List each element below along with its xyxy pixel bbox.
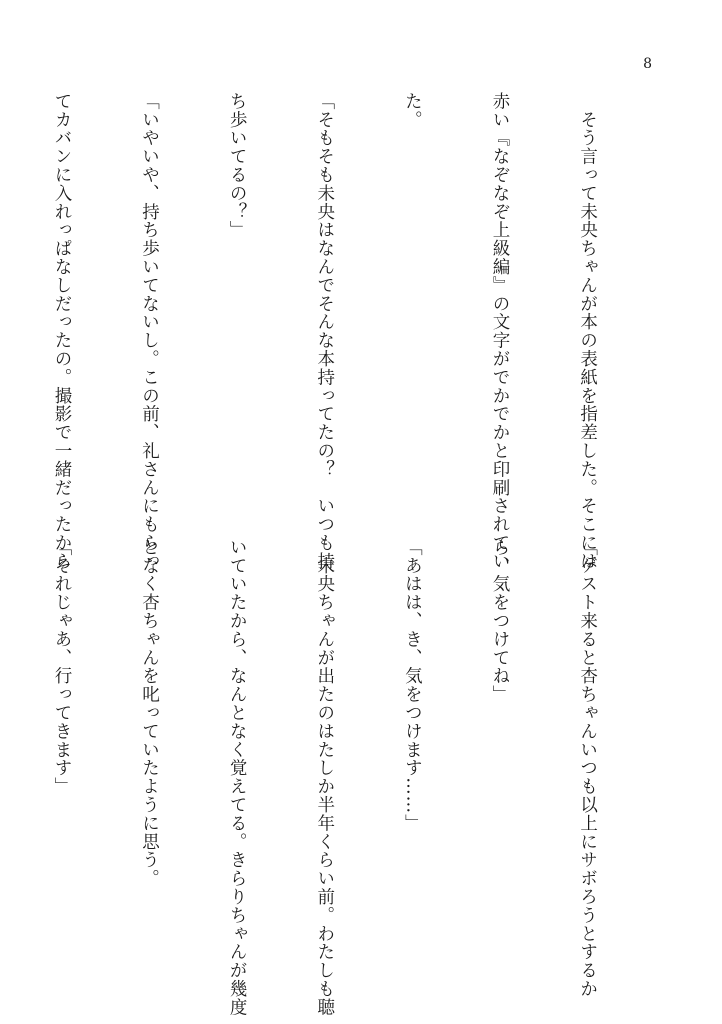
text-line: いていたから、なんとなく覚えてる。きらりちゃんが幾度 xyxy=(227,538,248,1017)
page-number: 8 xyxy=(643,56,652,72)
text-line: 「いやいや、持ち歩いてないし。この前、礼さんにもらっ xyxy=(139,92,160,571)
text-line: 未央ちゃんが出たのはたしか半年くらい前。わたしも聴 xyxy=(314,538,335,1017)
text-line: てカバンに入れっぱなしだったの。撮影で一緒だったから xyxy=(51,92,72,571)
text-line: 「それじゃあ、行ってきます」 xyxy=(51,538,72,796)
text-line: ち歩いてるの？」 xyxy=(227,92,248,240)
text-line: ら、気をつけてね」 xyxy=(489,538,510,704)
lower-text-block xyxy=(0,538,660,1017)
text-line: 「あはは、き、気をつけます……」 xyxy=(402,538,423,833)
text-line: 「そもそも未央はなんでそんな本持ってたの？ いつも持 xyxy=(314,92,335,571)
text-line: となく杏ちゃんを叱っていたように思う。 xyxy=(139,538,160,888)
text-line: そう言って未央ちゃんが本の表紙を指差した。そこには xyxy=(577,92,598,571)
text-line: 「ゲスト来ると杏ちゃんいつも以上にサボろうとするか xyxy=(577,538,598,998)
text-line: 赤い『なぞなぞ上級編』の文字がでかでかと印刷されてい xyxy=(489,92,510,571)
upper-text-block xyxy=(0,92,660,571)
text-line: た。 xyxy=(402,92,423,129)
